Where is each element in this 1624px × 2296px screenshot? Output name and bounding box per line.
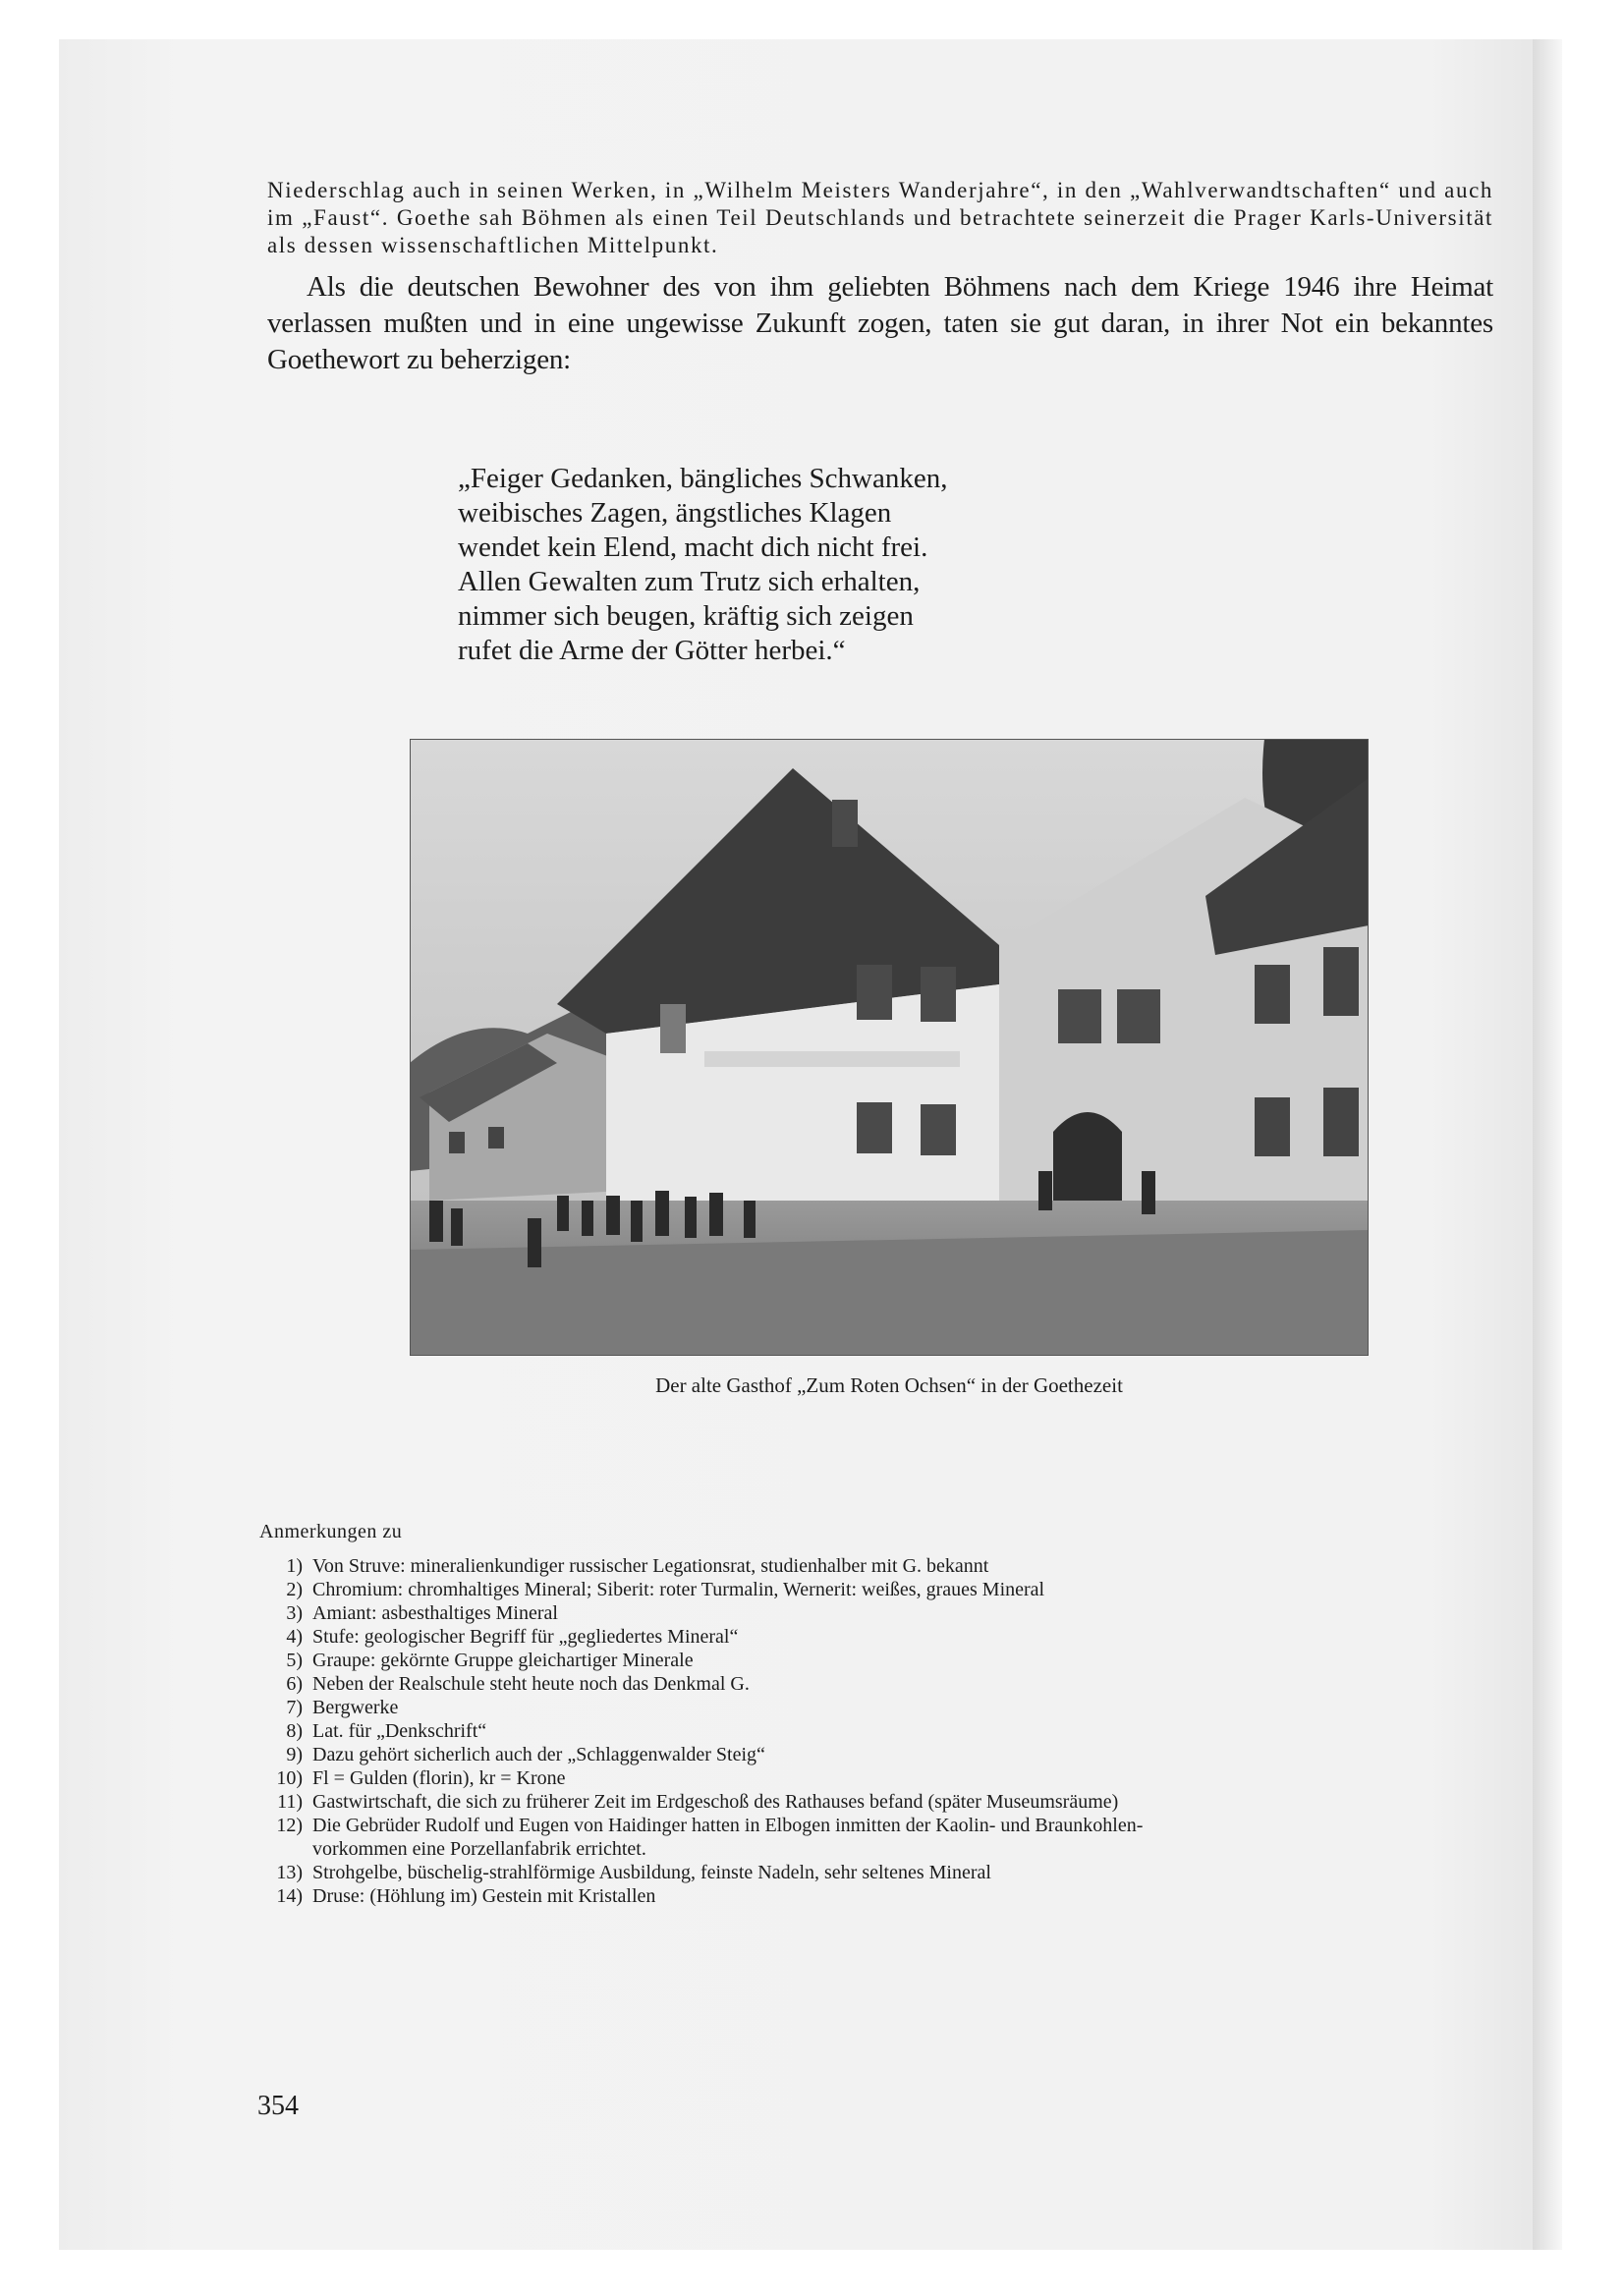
note-number: 8)	[286, 1720, 303, 1742]
note-text: Amiant: asbesthaltiges Mineral	[312, 1602, 558, 1624]
note-item	[265, 1578, 1143, 1601]
note-number: 14)	[276, 1885, 303, 1907]
note-number: 13)	[276, 1862, 303, 1883]
paragraph-1: Niederschlag auch in seinen Werken, in „Wilhelm Meisters Wanderjahre“, in den „Wahlverwandtschaften“ und auch im „Faust“. Goethe sah Böhmen als einen Teil Deutschlands und betrachtete seinerzeit die Prager Karls-Universität als dessen wissenschaftlichen Mittelpunkt.	[267, 178, 1493, 257]
page-number: 354	[257, 2091, 299, 2121]
note-number: 4)	[286, 1626, 303, 1648]
note-number: 10)	[276, 1767, 303, 1789]
poem-line: Allen Gewalten zum Trutz sich erhalten,	[458, 566, 921, 597]
historic-photograph	[410, 739, 1369, 1356]
note-item	[265, 1625, 1143, 1649]
note-number: 9)	[286, 1744, 303, 1765]
note-item	[265, 1814, 1143, 1861]
notes-list	[265, 1554, 1143, 1908]
note-item	[265, 1672, 1143, 1696]
paragraph-2: Als die deutschen Bewohner des von ihm geliebten Böhmens nach dem Kriege 1946 ihre Heimat verlassen mußten und in eine ungewisse Zukunft zogen, taten sie gut daran, in ihrer Not ein bekanntes Goethewort zu beherzigen:	[267, 271, 1493, 375]
note-item	[265, 1649, 1143, 1672]
page-edge-shadow	[1533, 39, 1562, 2250]
notes-title: Anmerkungen zu	[259, 1521, 403, 1542]
note-item	[265, 1766, 1143, 1790]
note-item	[265, 1554, 1143, 1578]
goethe-poem	[458, 462, 947, 668]
note-text: Von Struve: mineralienkundiger russischer Legationsrat, studienhalber mit G. bekannt	[312, 1555, 989, 1577]
note-text: Gastwirtschaft, die sich zu früherer Zeit im Erdgeschoß des Rathauses befand (später Museumsräume)	[312, 1791, 1119, 1813]
note-item	[265, 1696, 1143, 1719]
note-text: Neben der Realschule steht heute noch das Denkmal G.	[312, 1673, 750, 1695]
poem-line: wendet kein Elend, macht dich nicht frei.	[458, 532, 928, 563]
poem-line: weibisches Zagen, ängstliches Klagen	[458, 497, 892, 529]
note-text-continuation: vorkommen eine Porzellanfabrik errichtet.	[312, 1838, 646, 1860]
note-item	[265, 1601, 1143, 1625]
note-number: 6)	[286, 1673, 303, 1695]
note-text	[312, 1814, 1143, 1861]
poem-line: „Feiger Gedanken, bängliches Schwanken,	[458, 463, 948, 494]
note-text: Fl = Gulden (florin), kr = Krone	[312, 1767, 566, 1789]
note-item	[265, 1790, 1143, 1814]
poem-line: rufet die Arme der Götter herbei.“	[458, 635, 846, 666]
note-text: Dazu gehört sicherlich auch der „Schlaggenwalder Steig“	[312, 1744, 765, 1765]
note-text: Bergwerke	[312, 1697, 399, 1718]
note-number: 11)	[277, 1791, 303, 1813]
note-number: 7)	[286, 1697, 303, 1718]
note-text: Chromium: chromhaltiges Mineral; Siberit: roter Turmalin, Wernerit: weißes, graues Mineral	[312, 1579, 1045, 1600]
note-text: Strohgelbe, büschelig-strahlförmige Ausbildung, feinste Nadeln, sehr seltenes Mineral	[312, 1862, 991, 1883]
note-text-line: Die Gebrüder Rudolf und Eugen von Haidinger hatten in Elbogen inmitten der Kaolin- und Braunkohlen-	[312, 1815, 1144, 1836]
note-text: Stufe: geologischer Begriff für „gegliedertes Mineral“	[312, 1626, 739, 1648]
body-text	[267, 177, 1493, 378]
note-item	[265, 1884, 1143, 1908]
note-item	[265, 1743, 1143, 1766]
note-text: Lat. für „Denkschrift“	[312, 1720, 487, 1742]
note-number: 3)	[286, 1602, 303, 1624]
note-number: 5)	[286, 1650, 303, 1671]
note-text: Graupe: gekörnte Gruppe gleichartiger Minerale	[312, 1650, 694, 1671]
note-number: 12)	[276, 1815, 303, 1836]
note-text: Druse: (Höhlung im) Gestein mit Kristallen	[312, 1885, 656, 1907]
figure-caption: Der alte Gasthof „Zum Roten Ochsen“ in der Goethezeit	[655, 1373, 1123, 1397]
note-item	[265, 1719, 1143, 1743]
note-number: 2)	[286, 1579, 303, 1600]
note-number: 1)	[286, 1555, 303, 1577]
poem-line: nimmer sich beugen, kräftig sich zeigen	[458, 600, 914, 632]
note-item	[265, 1861, 1143, 1884]
